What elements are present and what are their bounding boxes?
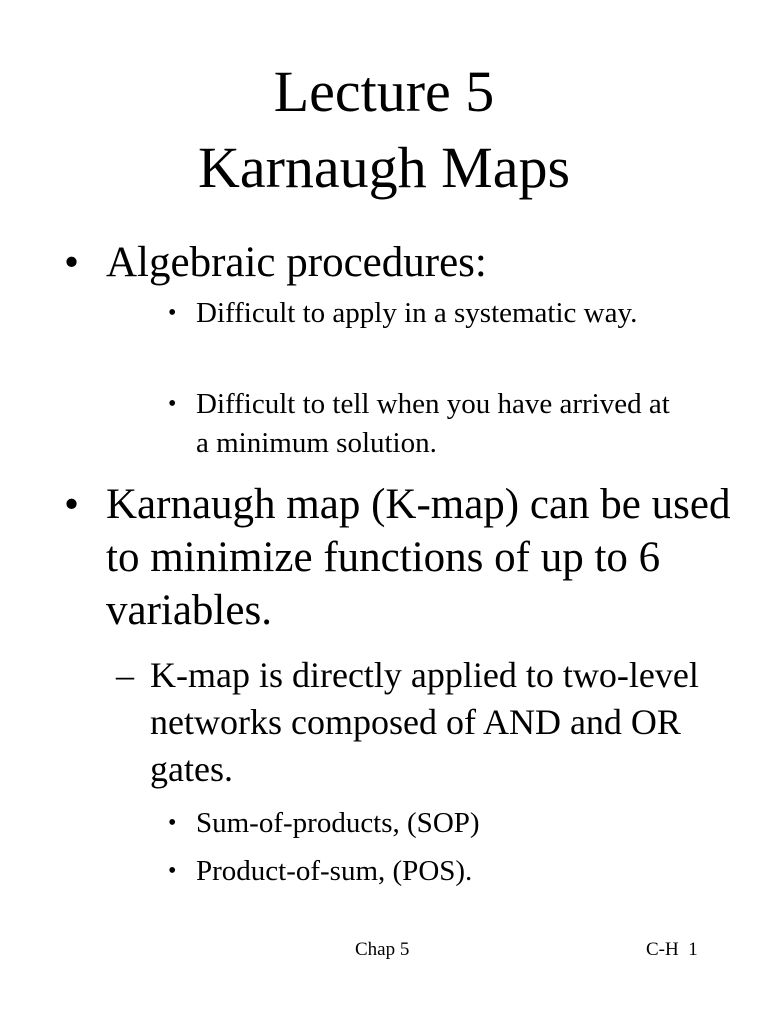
sub-bullet-difficult-apply xyxy=(168,294,676,333)
bullet-marker: • xyxy=(168,391,177,417)
dash-kmap-applied xyxy=(116,652,710,793)
bullet-marker: • xyxy=(168,810,177,836)
sub-bullet-text: Difficult to apply in a systematic way. xyxy=(196,297,638,329)
bullet-marker: • xyxy=(64,239,80,286)
sub-bullet-sop xyxy=(168,804,676,843)
slide-title xyxy=(0,54,768,206)
dash-text: K-map is directly applied to two-level networks composed of AND and OR gates. xyxy=(150,655,699,789)
bullet-marker: • xyxy=(168,858,177,884)
sub-bullet-text: Difficult to tell when you have arrived at a minimum solution. xyxy=(196,388,670,459)
bullet-karnaugh-map xyxy=(64,478,746,637)
sub-bullet-text: Product-of-sum, (POS). xyxy=(196,855,473,887)
footer-page-number: C-H 1 xyxy=(646,939,698,960)
sub-bullet-difficult-tell xyxy=(168,385,676,463)
title-line-1: Lecture 5 xyxy=(273,59,495,124)
bullet-text: Karnaugh map (K-map) can be used to minimize functions of up to 6 variables. xyxy=(106,481,731,634)
sub-bullet-pos xyxy=(168,852,676,891)
dash-marker: – xyxy=(116,655,134,695)
bullet-algebraic-procedures xyxy=(64,236,746,289)
bullet-marker: • xyxy=(64,481,80,528)
sub-bullet-text: Sum-of-products, (SOP) xyxy=(196,807,480,839)
bullet-text: Algebraic procedures: xyxy=(106,239,487,286)
bullet-marker: • xyxy=(168,300,177,326)
title-line-2: Karnaugh Maps xyxy=(197,135,571,200)
footer-chapter: Chap 5 xyxy=(355,939,410,960)
